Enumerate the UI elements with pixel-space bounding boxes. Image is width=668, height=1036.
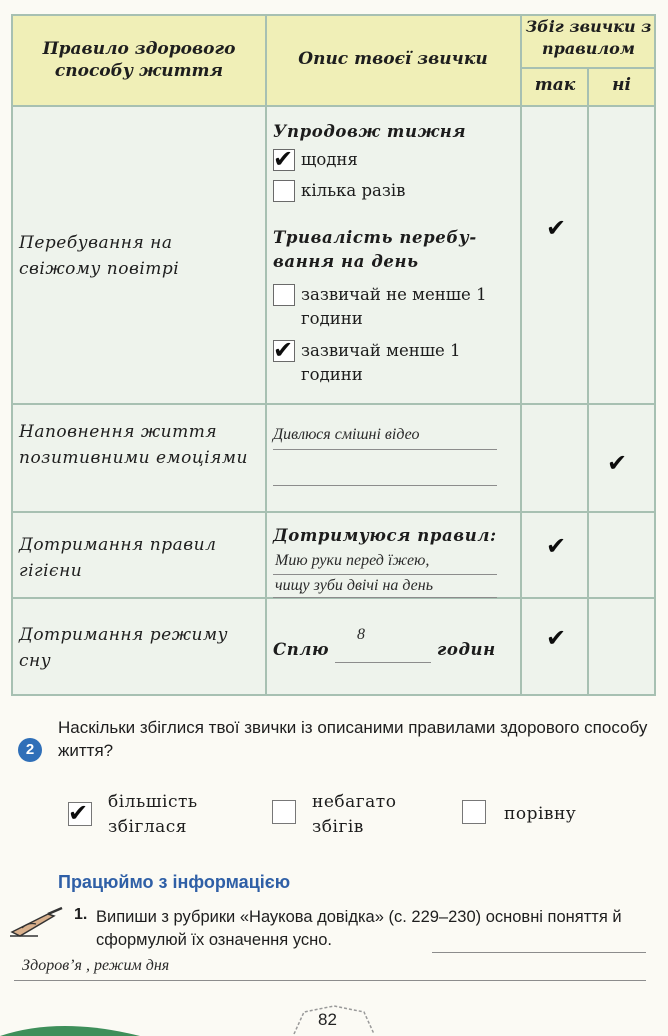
row1-duration-head: Тривалість перебу-вання на день (273, 228, 477, 271)
row2-answer: Дивлюся смішні відео (273, 426, 420, 443)
row2-match-no-checkmark-icon: ✔ (607, 449, 628, 477)
option2-checkbox[interactable] (272, 800, 296, 824)
habits-table (11, 14, 656, 696)
option1-label: більшість збіглася (108, 792, 198, 837)
row4-match-yes-checkmark-icon: ✔ (546, 624, 567, 652)
option2-label: небагато збігів (312, 792, 397, 837)
row3-answer-line1: Мию руки перед їжею, (275, 552, 430, 569)
task1-answer: Здоров’я , режим дня (22, 957, 170, 974)
header-no: ні (612, 75, 631, 95)
task1-number: 1. (74, 906, 88, 923)
row4-hours: 8 (357, 626, 365, 643)
option3-label: порівну (504, 804, 577, 824)
header-match: Збіг звички з правилом (525, 17, 652, 58)
header-rule: Правило здорового способу життя (42, 39, 236, 81)
header-yes: так (534, 75, 576, 95)
row4-rule: Дотримання режиму сну (19, 625, 228, 671)
row3-rule: Дотримання правил гігієни (19, 535, 217, 581)
checkmark-icon: ✔ (273, 145, 294, 173)
checkmark-icon: ✔ (273, 336, 294, 364)
question-badge-icon: 2 (18, 738, 42, 762)
row1-rule: Перебування на свіжому повітрі (19, 233, 180, 279)
row1-duration-opt2-label: зазвичай менше 1 години (301, 341, 461, 384)
row1-match-yes-checkmark-icon: ✔ (546, 214, 567, 242)
row4-prefix: Сплю (273, 640, 330, 659)
row3-answer-line2: чищу зуби двічі на день (275, 577, 433, 594)
row2-rule: Наповнення життя позитивними емоціями (19, 422, 248, 468)
question2-text: Наскільки збіглися твої звички із описаними правилами здорового способу життя? (58, 718, 648, 760)
task1-text: Випиши з рубрики «Наукова довідка» (с. 229–230) основні поняття й сформулюй їх означення усно. (96, 908, 622, 949)
writing-hand-icon (8, 906, 66, 938)
row1-weekly-opt2-checkbox[interactable] (273, 180, 295, 202)
row4-suffix: годин (437, 640, 496, 659)
row1-weekly-opt2-label: кілька разів (301, 181, 406, 200)
row3-match-yes-checkmark-icon: ✔ (546, 532, 567, 560)
option3-checkbox[interactable] (462, 800, 486, 824)
row1-weekly-opt1-label: щодня (301, 150, 358, 169)
header-description: Опис твоєї звички (298, 49, 488, 69)
corner-decoration (0, 1016, 140, 1036)
checkmark-icon: ✔ (68, 799, 89, 827)
page-number: 82 (318, 1010, 337, 1029)
section-title: Працюймо з інформацією (58, 872, 291, 892)
row1-duration-opt1-checkbox[interactable] (273, 284, 295, 306)
row3-desc-head: Дотримуюся правил: (273, 526, 497, 545)
row1-weekly-head: Упродовж тижня (273, 122, 467, 141)
row1-duration-opt1-label: зазвичай не менше 1 години (301, 285, 487, 328)
